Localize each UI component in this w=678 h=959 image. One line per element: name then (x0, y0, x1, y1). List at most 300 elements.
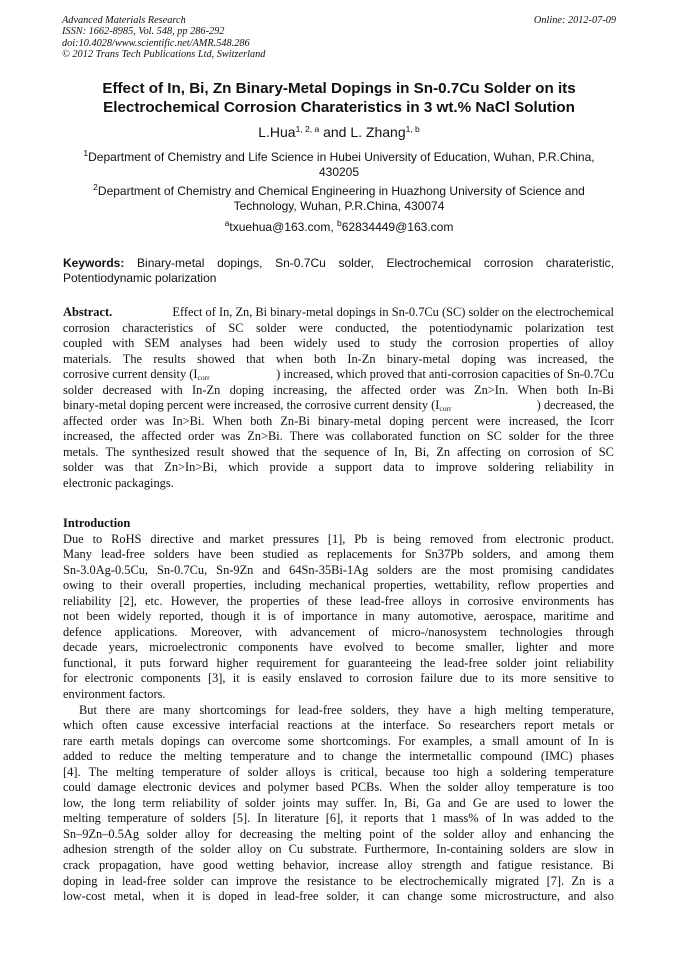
word: solders, (472, 547, 511, 562)
word: test (596, 320, 614, 335)
paragraph-line (63, 594, 614, 610)
word: solder (63, 382, 94, 397)
word: have (170, 858, 194, 873)
word: reduce (119, 749, 153, 764)
paragraph-line (63, 547, 614, 563)
word: too (597, 780, 614, 795)
keyword-word: charateristic, (545, 256, 614, 270)
word: the (425, 780, 441, 795)
word: a (608, 873, 614, 888)
word: removed (429, 531, 474, 546)
paragraph-line (63, 703, 614, 719)
word: In-Zn (192, 382, 221, 397)
word: the (91, 795, 107, 810)
word: data (383, 460, 404, 475)
word: been (230, 547, 254, 562)
word: solder (200, 842, 231, 857)
word: Sn-9Zn (216, 562, 254, 577)
word: strength (421, 858, 462, 873)
word: (IMC) (540, 749, 573, 764)
word: for (401, 547, 416, 562)
word: melting (183, 749, 222, 764)
word: maritime (543, 609, 589, 624)
word: SC (598, 444, 614, 459)
email-mark: a (224, 218, 230, 228)
word: Cu (288, 842, 304, 857)
word: corrosion (366, 671, 413, 686)
word: not (63, 609, 79, 624)
word: the (226, 593, 242, 608)
word: the (401, 320, 417, 335)
word: In (502, 811, 513, 826)
word: binary-metal (386, 351, 451, 366)
keyword-word: Binary-metal (137, 256, 205, 270)
word: shortcomings (199, 702, 267, 717)
word: in (365, 609, 375, 624)
word: small (492, 733, 520, 748)
word: temperature (230, 749, 290, 764)
word: order (410, 382, 437, 397)
word: of (570, 733, 581, 748)
word: polarization (525, 320, 585, 335)
word: puts (139, 655, 161, 670)
word: have (309, 640, 333, 655)
word: [5]. (232, 811, 251, 826)
word: and (519, 547, 538, 562)
word: affecting (457, 444, 501, 459)
word: solders (509, 842, 545, 857)
word: reliability (172, 795, 221, 810)
paragraph-line (63, 749, 614, 765)
word: lead-free (100, 547, 145, 562)
paragraph-line (63, 640, 614, 656)
word: order (188, 429, 215, 444)
word: increased, (63, 429, 113, 444)
word: report (524, 718, 554, 733)
word: The (122, 351, 143, 366)
word: the (598, 351, 614, 366)
author-emails (40, 220, 638, 234)
word: corrosion (452, 336, 499, 351)
word: and (470, 858, 489, 873)
word: solder (447, 780, 479, 795)
word: sensitive (553, 671, 598, 686)
word: In, (383, 795, 398, 810)
keyword-word: Electrochemical (386, 256, 472, 270)
word: through (575, 624, 614, 639)
word: lower (563, 795, 592, 810)
word: forward (169, 655, 209, 670)
word: aerospace, (484, 609, 537, 624)
word: devices (198, 780, 236, 795)
affiliation-mark: 2 (93, 182, 98, 192)
word: electronic (84, 671, 134, 686)
word: the (445, 562, 461, 577)
word: properties (538, 578, 588, 593)
word: resistance. (541, 858, 594, 873)
word: to (92, 531, 103, 546)
abstract-line (63, 383, 614, 399)
word: electronic (142, 780, 192, 795)
word: adhesion (63, 842, 108, 857)
word: In>Bi. (172, 413, 205, 428)
word: increase (338, 858, 379, 873)
word: solder (496, 655, 527, 670)
abstract-line (63, 460, 614, 476)
word: lighter (515, 640, 549, 655)
affiliation (40, 150, 638, 179)
word: are (494, 795, 510, 810)
word: the (178, 842, 194, 857)
word: and (559, 640, 578, 655)
word: have (427, 702, 452, 717)
word: metals (121, 733, 154, 748)
word: joint (534, 655, 558, 670)
word: The (105, 444, 125, 459)
word: corrosion (527, 444, 575, 459)
word: suffer. (345, 795, 377, 810)
word: Zn-Bi (280, 413, 310, 428)
word: evolved (344, 640, 384, 655)
word: owing (63, 578, 94, 593)
word: The (88, 764, 108, 779)
word: to (324, 749, 334, 764)
word: added (63, 749, 93, 764)
word: reflow (497, 578, 531, 593)
word: the (420, 655, 436, 670)
word: a (479, 733, 486, 748)
word: it (187, 889, 195, 904)
paragraph-line (63, 656, 614, 672)
word: the (160, 749, 176, 764)
paragraph-line (63, 780, 614, 796)
word: of (307, 593, 319, 608)
word: of (485, 811, 496, 826)
affiliation-text: Department of Chemistry and Chemical Engineering in Huazhong University of Science and (97, 184, 585, 198)
word: electrochemically (399, 873, 488, 888)
word: due (459, 671, 478, 686)
word: more (520, 671, 547, 686)
word: affected (361, 382, 401, 397)
word: interfacial (228, 718, 279, 733)
paragraph-line (63, 625, 614, 641)
word: guaranteeing (347, 655, 412, 670)
word: However, (170, 593, 219, 608)
word: melting (115, 764, 154, 779)
word: change (407, 889, 443, 904)
word: In-Zn (347, 351, 376, 366)
word: and (568, 889, 586, 904)
word: In (257, 811, 268, 826)
word: of (402, 826, 413, 841)
word: for (274, 702, 290, 717)
word: that (134, 460, 154, 475)
word: is (605, 733, 614, 748)
word: Zn>In>Bi, (164, 460, 218, 475)
word: the (119, 429, 135, 444)
journal-info (62, 15, 616, 61)
word: low-cost (63, 889, 106, 904)
word: which (228, 460, 259, 475)
word: years, (108, 640, 138, 655)
word: change (342, 749, 378, 764)
word: reported, (158, 609, 204, 624)
word: intermetallic (409, 749, 472, 764)
word: and (514, 826, 533, 841)
word: metals (562, 718, 595, 733)
word: [1], (327, 531, 346, 546)
word: it (367, 889, 375, 904)
word: SC (228, 320, 244, 335)
paragraph-line (63, 811, 614, 827)
word: the (336, 382, 352, 397)
word: Pb (354, 531, 368, 546)
word: candidates (561, 562, 614, 577)
word: In (588, 733, 599, 748)
word: functional, (63, 655, 117, 670)
word: is (202, 889, 211, 904)
word: product. (573, 531, 614, 546)
word: But (79, 702, 97, 717)
word: to (102, 578, 112, 593)
keywords-line: Potentiodynamic polarization (63, 270, 217, 285)
word: micro-/nanosystem (391, 624, 487, 639)
word: lead-free (274, 889, 319, 904)
word: requirement (256, 655, 317, 670)
word: that (405, 811, 424, 826)
word: function (419, 429, 461, 444)
word: and (596, 609, 614, 624)
word: alloys (412, 593, 442, 608)
word: long (113, 795, 136, 810)
paragraph-line (63, 874, 614, 890)
paragraph-line (63, 671, 614, 687)
word: on (467, 429, 480, 444)
word: environments (521, 593, 590, 608)
word: There (289, 429, 319, 444)
word: solders, (350, 702, 390, 717)
journal-doi: doi:10.4028/www.scientific.net/AMR.548.286 (62, 37, 250, 49)
word: interface. (382, 718, 430, 733)
word: decreasing (239, 826, 293, 841)
word: to (349, 671, 359, 686)
word: point (369, 826, 395, 841)
word: properties, (193, 578, 246, 593)
paragraph-line (63, 578, 614, 594)
word: overcome (231, 733, 281, 748)
word: the (420, 826, 436, 841)
word: properties (509, 336, 559, 351)
word: binary-metal (318, 413, 382, 428)
word: corrosion (63, 320, 110, 335)
word: when (275, 351, 303, 366)
abstract-line (63, 429, 614, 445)
word: both (556, 382, 579, 397)
affiliation-mark: 1 (83, 148, 89, 158)
word: are (421, 562, 437, 577)
abstract-line: Abstract. Effect of In, Zn, Bi binary-metal dopings in Sn-0.7Cu (SC) solder on the electrochemical (63, 305, 614, 319)
word: them (589, 547, 614, 562)
word: microelectronic (149, 640, 227, 655)
paragraph-line (63, 532, 614, 548)
word: the (567, 429, 583, 444)
word: for (63, 671, 78, 686)
word: higher (216, 655, 249, 670)
word: of (568, 336, 580, 351)
word: migrated (495, 873, 540, 888)
word: high (456, 764, 479, 779)
word: been (260, 336, 284, 351)
word: support (335, 460, 373, 475)
word: soldering (487, 460, 535, 475)
word: may (317, 795, 339, 810)
word: alloy (484, 780, 510, 795)
word: also (593, 889, 614, 904)
word: decreased (102, 382, 152, 397)
word: microstructure, (484, 889, 561, 904)
word: is (592, 873, 602, 888)
email-link[interactable]: 62834449@163.com (341, 220, 454, 234)
paragraph-line (63, 858, 614, 874)
word: is (376, 531, 385, 546)
word: advancement (290, 624, 356, 639)
word: excessive (172, 718, 220, 733)
word: a (318, 460, 324, 475)
word: was (519, 811, 539, 826)
word: lead-free (443, 655, 488, 670)
word: more (588, 640, 614, 655)
word: become (415, 640, 455, 655)
word: both (250, 413, 273, 428)
word: to (414, 460, 425, 475)
word: coupled (63, 336, 103, 351)
word: is (323, 764, 332, 779)
word: is (246, 671, 256, 686)
word: temperature, (551, 702, 614, 717)
word: directive (150, 531, 194, 546)
word: metals. (63, 444, 99, 459)
word: at (341, 718, 351, 733)
word: Zn (571, 873, 586, 888)
word: the (284, 873, 300, 888)
word: Bi, (404, 795, 420, 810)
word: solder (443, 826, 474, 841)
word: soldering (500, 764, 547, 779)
journal-issn: ISSN: 1662-8985, Vol. 548, pp 286-292 (62, 26, 225, 38)
word: for (217, 826, 233, 841)
word: added (545, 811, 576, 826)
word: Sn-0.7Cu, (156, 562, 208, 577)
word: in (104, 873, 115, 888)
word: behavior, (283, 858, 329, 873)
word: as (307, 547, 318, 562)
affiliation (40, 184, 638, 213)
word: order (110, 413, 137, 428)
word: solder (508, 429, 539, 444)
word: showed (231, 444, 270, 459)
word: a (486, 764, 493, 779)
word: compound (480, 749, 533, 764)
word: temperature (516, 780, 576, 795)
word: strength (114, 842, 154, 857)
word: to (485, 671, 495, 686)
word: it (253, 609, 261, 624)
word: have (198, 547, 222, 562)
online-date: Online: 2012-07-09 (533, 15, 616, 26)
word: is (582, 780, 592, 795)
word: wetting (236, 858, 274, 873)
word: temperature (554, 764, 614, 779)
word: increasing, (273, 382, 328, 397)
word: amount (526, 733, 564, 748)
word: Bi (602, 858, 614, 873)
keyword-word: Sn-0.7Cu (275, 256, 326, 270)
keywords-heading: Keywords: (63, 256, 125, 270)
word: increased, (508, 413, 559, 428)
word: were (476, 413, 501, 428)
title-line: Electrochemical Corrosion Charateristics in 3 wt.% NaCl Solution (103, 99, 575, 116)
word: for (324, 655, 340, 670)
word: widely (117, 609, 152, 624)
word: decade (63, 640, 98, 655)
word: the (385, 749, 401, 764)
word: doped (218, 889, 249, 904)
word: of (368, 624, 379, 639)
word: damage (97, 780, 136, 795)
word: their (119, 578, 143, 593)
word: many (163, 702, 191, 717)
word: to (546, 795, 557, 810)
journal-header (62, 15, 616, 61)
paragraph-line (63, 718, 614, 734)
abstract-line: corrosive current density ($I_{corr}$ ) increased, which proved that anti-corrosion capacities of Sn-0.7Cu (63, 367, 614, 383)
abstract-line (63, 352, 614, 368)
word: Sn-3.0Ag-0.5Cu, (63, 562, 149, 577)
email-link[interactable]: txuehua@163.com, (229, 220, 337, 234)
word: on (269, 842, 282, 857)
word: it (350, 811, 357, 826)
word: phases (580, 749, 614, 764)
word: Icorr (589, 413, 614, 428)
word: In-Bi (587, 382, 614, 397)
word: examples, (422, 733, 473, 748)
word: percent (431, 413, 469, 428)
word: Moreover, (190, 624, 242, 639)
word: the (301, 444, 318, 459)
word: substrate. (309, 842, 358, 857)
author-separator: and (319, 124, 351, 140)
word: a (460, 702, 466, 717)
word: often (102, 718, 128, 733)
word: used (516, 795, 540, 810)
word: term (142, 795, 166, 810)
word: [6], (325, 811, 344, 826)
word: of (160, 842, 172, 857)
word: When (517, 382, 548, 397)
word: lead-free (298, 702, 343, 717)
affiliation-text: Department of Chemistry and Life Science in Hubei University of Education, Wuhan, P.R.China, (88, 150, 595, 164)
author-affiliation-mark: 1, 2, a (295, 124, 320, 134)
word: be (380, 873, 393, 888)
word: properties, (373, 578, 427, 593)
word: study (389, 336, 417, 351)
word: reliability (63, 593, 112, 608)
word: [2], (119, 593, 137, 608)
word: cause (136, 718, 164, 733)
word: metal, (113, 889, 145, 904)
word: Due (63, 531, 84, 546)
word: smaller, (465, 640, 505, 655)
